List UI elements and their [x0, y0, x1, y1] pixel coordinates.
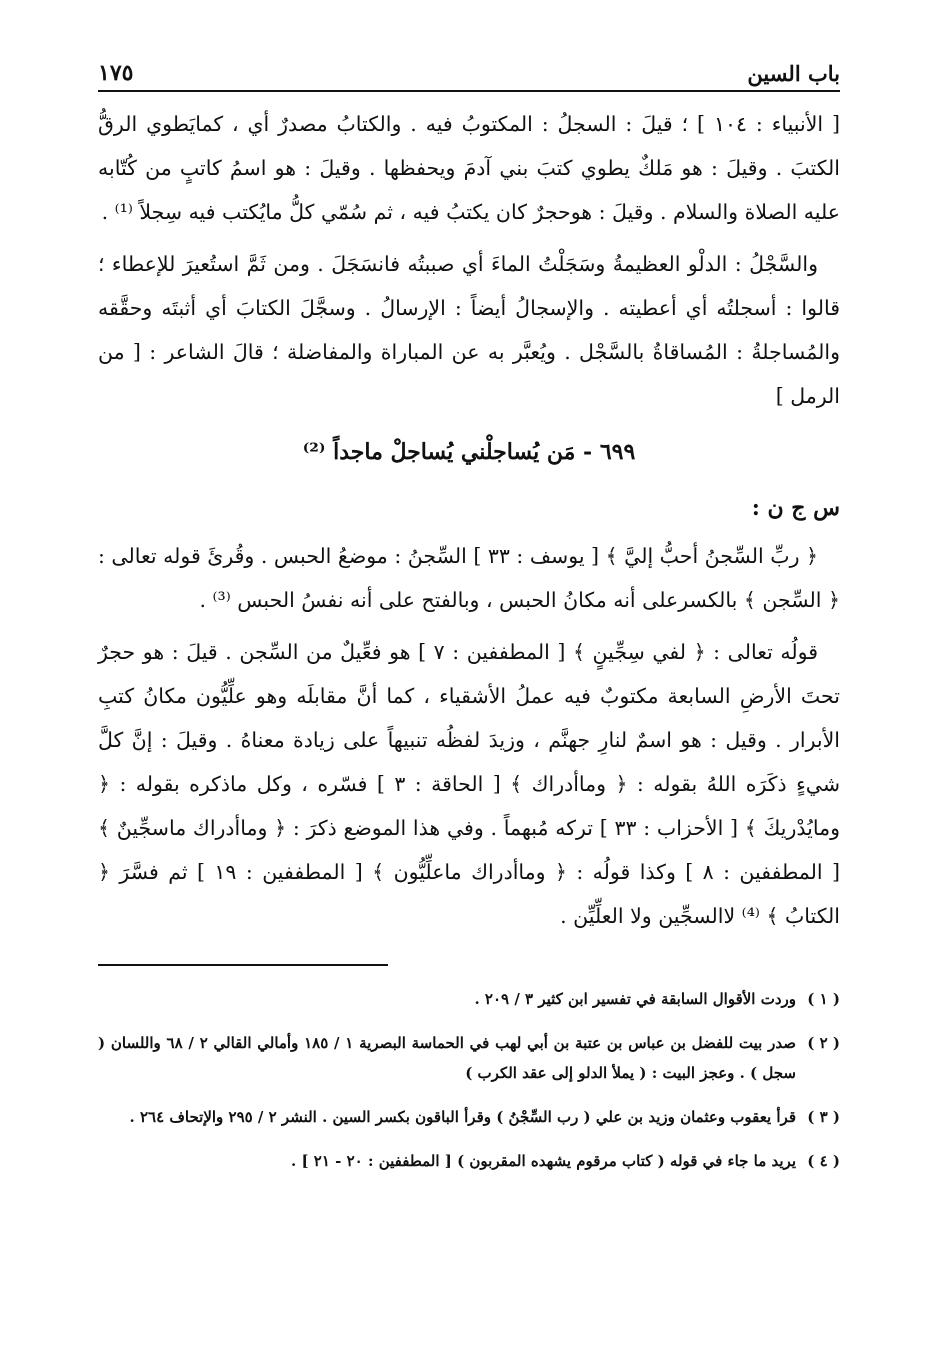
paragraph-sijn-meaning: ﴿ ربِّ السِّجنُ أحبُّ إليَّ ﴾ [ يوسف : ٣٣ ] السِّجنُ : موضعُ الحبس . وقُرئَ قوله تعالى : ﴿ السِّجن ﴾ بالكسرعلى أنه مكانُ الحبس ، وبالفتح على أنه نفسُ الحبس ⁽³⁾ .	[98, 544, 840, 612]
root-heading: س ج ن :	[751, 495, 840, 521]
page-header	[98, 52, 840, 86]
footnote-text: وردت الأقوال السابقة في تفسير ابن كثير ٣ / ٢٠٩ .	[474, 990, 796, 1008]
main-text	[98, 102, 840, 938]
footnote-number: ( ٤ )	[807, 1152, 840, 1170]
page	[98, 52, 840, 1190]
footnote-number: ( ٣ )	[807, 1108, 840, 1126]
poetry-verse: ٦٩٩ - مَن يُساجلْني يُساجلْ ماجداً ⁽²⁾	[302, 439, 636, 465]
footnote	[98, 1028, 840, 1088]
footnote-number: ( ١ )	[807, 990, 840, 1008]
page-number: ١٧٥	[98, 60, 134, 86]
footnote-text: يريد ما جاء في قوله ( كتاب مرقوم يشهده المقربون ) [ المطففين : ٢٠ - ٢١ ] .	[291, 1152, 796, 1170]
footnote	[98, 984, 840, 1014]
footnote	[98, 1102, 840, 1132]
chapter-title: باب السين	[747, 61, 840, 86]
paragraph-sijill-meaning: [ الأنبياء : ١٠٤ ] ؛ قيلَ : السجلُ : المكتوبُ فيه . والكتابُ مصدرٌ أي ، كمايَطوي الرقُّ الكتبَ . وقيلَ : هو مَلكٌ يطوي كتبَ بني آدمَ ويحفظها . وقيلَ : هو اسمُ كاتبٍ من كُتّابه عليه الصلاة والسلام . وقيلَ : هوحجرٌ كان يكتبُ فيه ، ثم سُمّي كلُّ مايُكتب فيه سِجلاً ⁽¹⁾ .	[98, 112, 840, 224]
footnote	[98, 1146, 840, 1176]
footnote-rule	[98, 964, 388, 966]
paragraph-sijjin-meaning: قولُه تعالى : ﴿ لفي سِجِّينٍ ﴾ [ المطففين : ٧ ] هو فعِّيلٌ من السِّجن . قيلَ : هو حجرٌ تحتَ الأرضِ السابعة مكتوبٌ فيه عملُ الأشقياء ، كما أنَّ مقابلَه وهو علِّيُّون مكانُ كتبِ الأبرار . وقيل : هو اسمٌ لنارِ جهنَّم ، وزيدَ لفظُه تنبيهاً على زيادة معناهُ . وقيلَ : إنَّ كلَّ شيءٍ ذكَرَه اللهُ بقوله : ﴿ وماأدراك ﴾ [ الحاقة : ٣ ] فسّره ، وكل ماذكره بقوله : ﴿ ومايُدْريكَ ﴾ [ الأحزاب : ٣٣ ] تركه مُبهماً . وفي هذا الموضع ذكرَ : ﴿ وماأدراك ماسجِّينٌ ﴾ [ المطففين : ٨ ] وكذا قولُه : ﴿ وماأدراك ماعلِّيُّون ﴾ [ المطففين : ١٩ ] ثم فسَّرَ ﴿ الكتابُ ﴾ ⁽⁴⁾ لاالسجِّين ولا العلِّيِّن .	[98, 640, 840, 928]
footnote-text: صدر بيت للفضل بن عباس بن عتبة بن أبي لهب في الحماسة البصرية ١ / ١٨٥ وأمالي القالي ٢ / ٦٨ واللسان ( سجل ) . وعجز البيت : ( يملأ الدلو إلى عقد الكرب )	[98, 1034, 796, 1082]
paragraph-sajl-meaning: والسَّجْلُ : الدلْو العظيمةُ وسَجَلْتُ الماءَ أي صببتُه فانسَجَلَ . ومن ثَمَّ استُعيرَ للإعطاء ؛ قالوا : أسجلتُه أي أعطيته . والإسجالُ أيضاً : الإرسالُ . وسجَّلَ الكتابَ أي أثبتَه وحقَّقه والمُساجلةُ : المُساقاةُ بالسَّجْل . ويُعبَّر به عن المباراة والمفاضلة ؛ قالَ الشاعر : [ من الرمل ]	[98, 252, 840, 408]
footnote-number: ( ٢ )	[807, 1034, 840, 1052]
footnote-text: قرأ يعقوب وعثمان وزيد بن علي ( رب السِّجْنُ ) وقرأ الباقون بكسر السين . النشر ٢ / ٢٩٥ والإتحاف ٢٦٤ .	[129, 1108, 796, 1126]
footnotes	[98, 984, 840, 1176]
header-rule	[98, 90, 840, 92]
